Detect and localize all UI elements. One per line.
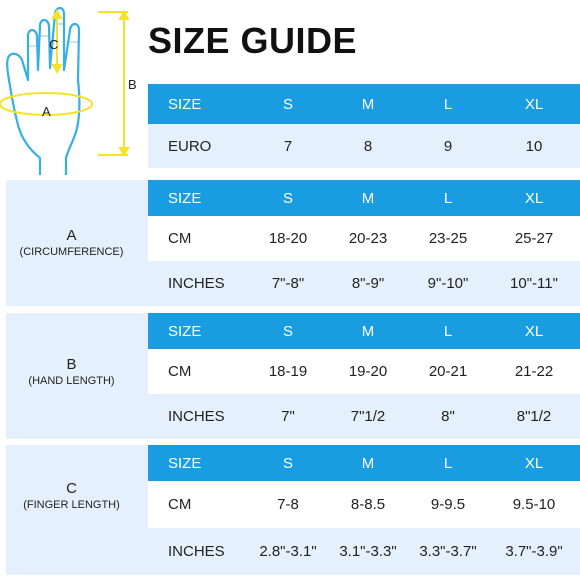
- finger-length-table: [148, 445, 580, 575]
- header-cell: SIZE: [168, 189, 202, 207]
- table-cell: 3.1"-3.3": [339, 543, 397, 560]
- table-row: [148, 528, 580, 575]
- table-cell: 10"-11": [510, 275, 558, 292]
- table-cell: 23-25: [428, 230, 468, 247]
- header-cell: S: [282, 322, 293, 340]
- table-row: [148, 124, 580, 168]
- label-c: C: [49, 37, 59, 52]
- measure-b-line: [98, 12, 128, 155]
- header-cell: L: [443, 95, 453, 113]
- euro-table: [148, 84, 580, 168]
- header-cell: XL: [524, 95, 544, 113]
- section-b-label: [0, 356, 143, 388]
- table-header-row: [148, 180, 580, 216]
- row-label: INCHES: [168, 543, 225, 560]
- section-subtitle: (HAND LENGTH): [28, 375, 115, 387]
- header-cell: XL: [524, 322, 544, 340]
- table-cell: 3.3"-3.7": [419, 543, 477, 560]
- table-cell: 25-27: [514, 230, 554, 247]
- section-subtitle: (CIRCUMFERENCE): [19, 246, 124, 258]
- row-label: EURO: [168, 137, 212, 155]
- table-header-row: [148, 313, 580, 349]
- section-letter: A: [66, 227, 77, 244]
- table-cell: 8-8.5: [350, 496, 386, 513]
- row-label: CM: [168, 496, 192, 513]
- table-cell: 8: [363, 137, 373, 155]
- table-cell: 18-20: [268, 230, 308, 247]
- table-cell: 20-21: [428, 363, 468, 380]
- label-b: B: [128, 77, 137, 92]
- table-cell: 9"-10": [427, 275, 469, 292]
- table-cell: 8": [441, 408, 455, 425]
- header-cell: M: [361, 95, 375, 113]
- table-cell: 21-22: [514, 363, 554, 380]
- header-cell: L: [443, 322, 453, 340]
- table-header-row: [148, 445, 580, 481]
- table-cell: 7-8: [277, 496, 299, 513]
- circumference-table: [148, 180, 580, 306]
- table-cell: 7: [283, 137, 293, 155]
- table-row: [148, 261, 580, 306]
- row-label: INCHES: [168, 275, 225, 292]
- header-cell: XL: [524, 454, 544, 472]
- hand-measurement-diagram: [0, 0, 150, 175]
- table-cell: 9: [443, 137, 453, 155]
- header-cell: M: [361, 189, 375, 207]
- table-row: [148, 394, 580, 439]
- hand-length-table: [148, 313, 580, 439]
- header-cell: SIZE: [168, 322, 202, 340]
- header-cell: SIZE: [168, 95, 202, 113]
- section-subtitle: (FINGER LENGTH): [23, 499, 120, 511]
- header-cell: S: [282, 95, 293, 113]
- hand-outline: [7, 8, 79, 175]
- section-c-label: [0, 480, 143, 512]
- table-cell: 9.5-10: [512, 496, 556, 513]
- section-letter: B: [66, 356, 77, 373]
- row-label: CM: [168, 363, 192, 380]
- label-a: A: [42, 104, 51, 119]
- table-row: [148, 216, 580, 261]
- header-cell: SIZE: [168, 454, 202, 472]
- table-row: [148, 349, 580, 394]
- table-cell: 9-9.5: [430, 496, 466, 513]
- table-cell: 8"-9": [351, 275, 385, 292]
- section-letter: C: [66, 480, 77, 497]
- page-title: SIZE GUIDE: [148, 20, 358, 61]
- table-cell: 7"-8": [271, 275, 305, 292]
- row-label: CM: [168, 230, 192, 247]
- table-cell: 10: [525, 137, 543, 155]
- table-row: [148, 481, 580, 528]
- table-cell: 20-23: [348, 230, 388, 247]
- header-cell: S: [282, 189, 293, 207]
- header-cell: L: [443, 454, 453, 472]
- table-cell: 2.8"-3.1": [259, 543, 317, 560]
- table-cell: 7": [281, 408, 295, 425]
- table-cell: 8"1/2: [516, 408, 552, 425]
- table-cell: 19-20: [348, 363, 388, 380]
- table-cell: 7"1/2: [350, 408, 386, 425]
- table-cell: 3.7"-3.9": [505, 543, 563, 560]
- header-cell: M: [361, 454, 375, 472]
- header-cell: XL: [524, 189, 544, 207]
- section-a-label: [0, 227, 143, 259]
- row-label: INCHES: [168, 408, 225, 425]
- header-cell: S: [282, 454, 293, 472]
- table-cell: 18-19: [268, 363, 308, 380]
- table-header-row: [148, 84, 580, 124]
- header-cell: M: [361, 322, 375, 340]
- header-cell: L: [443, 189, 453, 207]
